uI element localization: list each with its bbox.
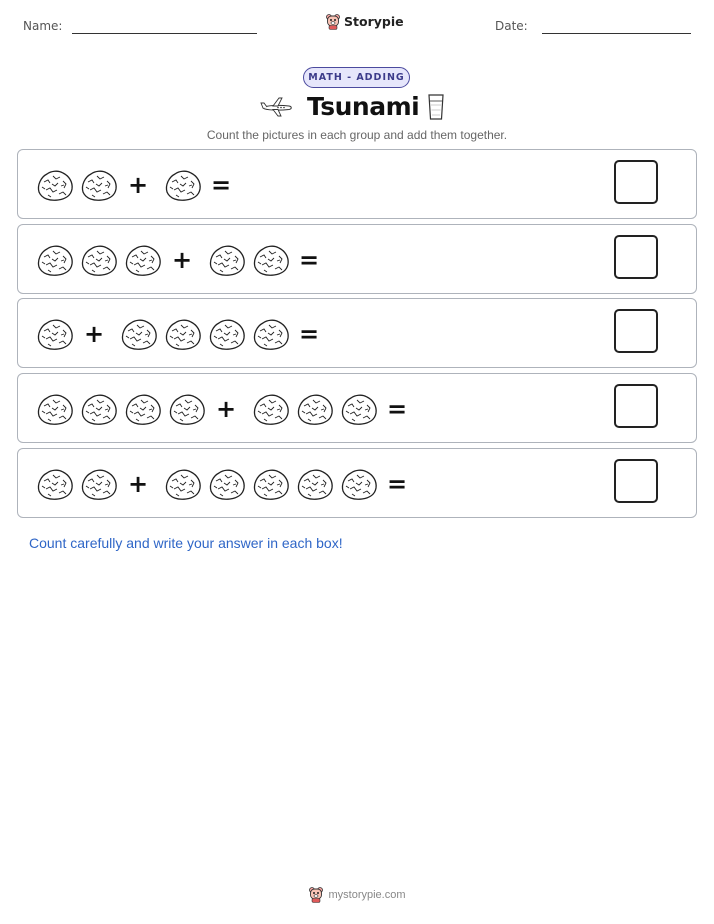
answer-box[interactable]	[614, 384, 658, 428]
plus-sign: +	[127, 470, 149, 498]
plus-sign: +	[215, 395, 237, 423]
bear-mascot-icon	[325, 13, 341, 30]
rock-icon	[296, 392, 334, 426]
date-line[interactable]	[542, 33, 691, 34]
rock-icon	[164, 168, 202, 202]
brand-name: Storypie	[344, 14, 404, 29]
rock-icon	[36, 317, 74, 351]
rock-icon	[208, 243, 246, 277]
instruction-note: Count carefully and write your answer in each box!	[29, 535, 343, 551]
instructions-subtitle: Count the pictures in each group and add them together.	[206, 128, 508, 142]
bear-mascot-icon	[308, 886, 324, 903]
airplane-icon	[260, 96, 294, 118]
rock-icon	[124, 243, 162, 277]
problem-row	[17, 373, 697, 443]
name-label: Name:	[23, 19, 63, 33]
problem-expression	[36, 150, 232, 220]
glass-of-water-icon	[427, 93, 445, 121]
name-line[interactable]	[72, 33, 257, 34]
rock-icon	[36, 392, 74, 426]
rock-icon	[164, 317, 202, 351]
equals-sign: =	[386, 395, 408, 423]
rock-icon	[80, 243, 118, 277]
rock-icon	[252, 467, 290, 501]
equals-sign: =	[210, 171, 232, 199]
rock-icon	[80, 467, 118, 501]
rock-icon	[252, 243, 290, 277]
rock-icon	[340, 467, 378, 501]
footer	[0, 886, 714, 903]
date-label: Date:	[495, 19, 528, 33]
rock-icon	[36, 467, 74, 501]
answer-box[interactable]	[614, 459, 658, 503]
subject-badge: MATH - ADDING	[303, 67, 410, 88]
equals-sign: =	[386, 470, 408, 498]
rock-icon	[208, 317, 246, 351]
answer-box[interactable]	[614, 309, 658, 353]
problem-expression	[36, 225, 320, 295]
problem-expression	[36, 299, 320, 369]
plus-sign: +	[171, 246, 193, 274]
rock-icon	[120, 317, 158, 351]
rock-icon	[80, 392, 118, 426]
rock-icon	[168, 392, 206, 426]
rock-icon	[340, 392, 378, 426]
equals-sign: =	[298, 320, 320, 348]
plus-sign: +	[127, 171, 149, 199]
problem-expression	[36, 374, 408, 444]
rock-icon	[124, 392, 162, 426]
problem-expression	[36, 449, 408, 519]
problem-row	[17, 298, 697, 368]
problem-row	[17, 224, 697, 294]
title-row	[0, 92, 714, 124]
problem-row	[17, 149, 697, 219]
problem-row	[17, 448, 697, 518]
rock-icon	[36, 243, 74, 277]
rock-icon	[252, 317, 290, 351]
storypie-logo	[325, 13, 404, 30]
answer-box[interactable]	[614, 160, 658, 204]
footer-url: mystorypie.com	[328, 888, 406, 901]
rock-icon	[208, 467, 246, 501]
equals-sign: =	[298, 246, 320, 274]
rock-icon	[164, 467, 202, 501]
rock-icon	[296, 467, 334, 501]
rock-icon	[80, 168, 118, 202]
answer-box[interactable]	[614, 235, 658, 279]
plus-sign: +	[83, 320, 105, 348]
rock-icon	[36, 168, 74, 202]
rock-icon	[252, 392, 290, 426]
page-title: Tsunami	[307, 92, 420, 121]
